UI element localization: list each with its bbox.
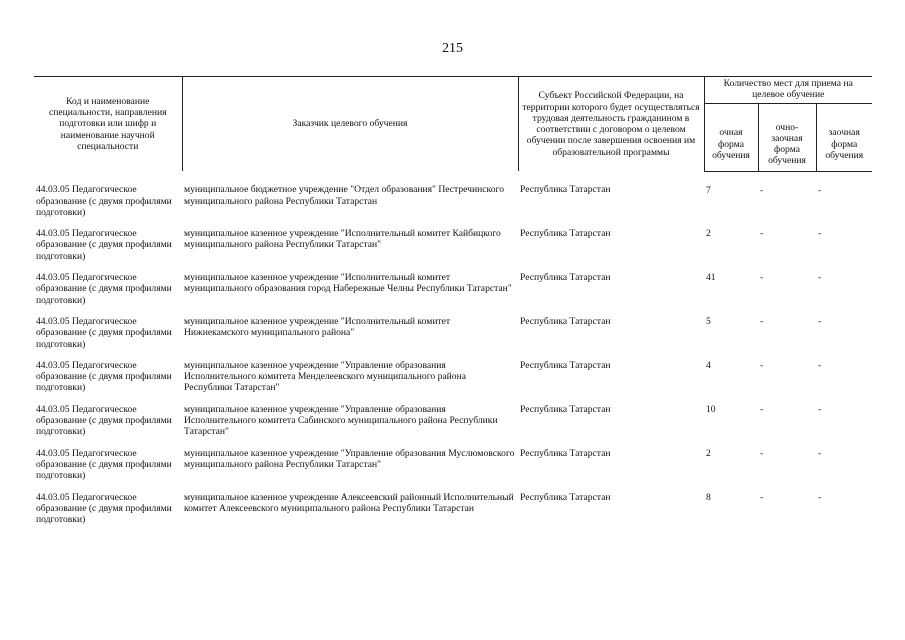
cell-extramural: -: [818, 184, 822, 196]
header-code: Код и наименование специальности, направления подготовки или шифр и наименование научной специальности: [34, 77, 182, 172]
cell-code: 44.03.05 Педагогическое образование (с двумя профилями подготовки): [36, 184, 172, 218]
cell-subject: Республика Татарстан: [520, 447, 611, 459]
header-quantity: Количество мест для приема на целевое обучение: [704, 77, 872, 104]
cell-code: 44.03.05 Педагогическое образование (с двумя профилями подготовки): [36, 447, 172, 482]
page-number: 215: [442, 41, 463, 56]
table-row: [34, 404, 872, 448]
header-full-time: очная форма обучения: [704, 103, 758, 171]
table-row: [34, 228, 872, 272]
cell-full-time: 41: [706, 272, 716, 284]
table-row: [34, 171, 872, 228]
cell-part-time: -: [760, 315, 764, 327]
cell-full-time: 10: [706, 403, 716, 415]
cell-subject: Республика Татарстан: [520, 272, 611, 284]
cell-subject: Республика Татарстан: [520, 184, 611, 196]
cell-customer: муниципальное казенное учреждение "Исполнительный комитет Кайбицкого муниципального района Республики Татарстан": [184, 228, 501, 251]
cell-full-time: 8: [706, 491, 711, 503]
cell-code: 44.03.05 Педагогическое образование (с двумя профилями подготовки): [36, 272, 172, 306]
cell-full-time: 2: [706, 228, 711, 240]
cell-part-time: -: [760, 359, 764, 371]
table-row: [34, 492, 872, 536]
cell-customer: муниципальное казенное учреждение "Исполнительный комитет Нижнекамского муниципального района": [184, 315, 451, 339]
table-row: [34, 272, 872, 316]
cell-code: 44.03.05 Педагогическое образование (с двумя профилями подготовки): [36, 315, 172, 350]
cell-subject: Республика Татарстан: [520, 359, 611, 371]
cell-extramural: -: [818, 359, 822, 371]
cell-extramural: -: [818, 447, 822, 459]
cell-subject: Республика Татарстан: [520, 491, 611, 503]
cell-extramural: -: [818, 228, 822, 240]
cell-subject: Республика Татарстан: [520, 315, 611, 327]
cell-subject: Республика Татарстан: [520, 403, 611, 415]
table-row: [34, 448, 872, 492]
cell-full-time: 4: [706, 359, 711, 371]
cell-part-time: -: [760, 491, 764, 503]
cell-full-time: 7: [706, 184, 711, 196]
cell-part-time: -: [760, 184, 764, 196]
cell-code: 44.03.05 Педагогическое образование (с двумя профилями подготовки): [36, 359, 172, 394]
cell-extramural: -: [818, 272, 822, 284]
cell-full-time: 2: [706, 447, 711, 459]
cell-customer: муниципальное казенное учреждение "Управление образования Исполнительного комитета Сабинского муниципального района Республики Татарстан": [184, 403, 498, 438]
cell-part-time: -: [760, 228, 764, 240]
header-extramural: заочная форма обучения: [816, 103, 872, 171]
cell-customer: муниципальное казенное учреждение "Исполнительный комитет муниципального образования город Набережные Челны Республики Татарстан": [184, 272, 512, 295]
cell-extramural: -: [818, 403, 822, 415]
cell-extramural: -: [818, 315, 822, 327]
table-row: [34, 360, 872, 404]
cell-full-time: 5: [706, 315, 711, 327]
cell-customer: муниципальное казенное учреждение Алексеевский районный Исполнительный комитет Алексеевского муниципального района Республики Татарстан: [184, 491, 514, 514]
cell-customer: муниципальное бюджетное учреждение "Отдел образования" Пестречинского муниципального района Республики Татарстан: [184, 184, 504, 207]
header-part-time: очно-заочная форма обучения: [758, 103, 816, 171]
header-subject: Субъект Российской Федерации, на территории которого будет осуществляться трудовая деятельность гражданином в соответствии с договором о целевом обучении после завершения освоения им образовательной программы: [518, 77, 704, 172]
quota-table: [34, 76, 872, 535]
cell-subject: Республика Татарстан: [520, 228, 611, 240]
cell-part-time: -: [760, 272, 764, 284]
cell-code: 44.03.05 Педагогическое образование (с двумя профилями подготовки): [36, 403, 172, 438]
cell-part-time: -: [760, 403, 764, 415]
cell-code: 44.03.05 Педагогическое образование (с двумя профилями подготовки): [36, 491, 172, 526]
cell-extramural: -: [818, 491, 822, 503]
cell-customer: муниципальное казенное учреждение "Управление образования Муслюмовского муниципального района Республики Татарстан": [184, 447, 515, 470]
header-customer: Заказчик целевого обучения: [182, 77, 518, 172]
cell-code: 44.03.05 Педагогическое образование (с двумя профилями подготовки): [36, 228, 172, 262]
cell-part-time: -: [760, 447, 764, 459]
cell-customer: муниципальное казенное учреждение "Управление образования Исполнительного комитета Менделеевского муниципального района Республики Татарстан": [184, 359, 466, 394]
table-row: [34, 316, 872, 360]
